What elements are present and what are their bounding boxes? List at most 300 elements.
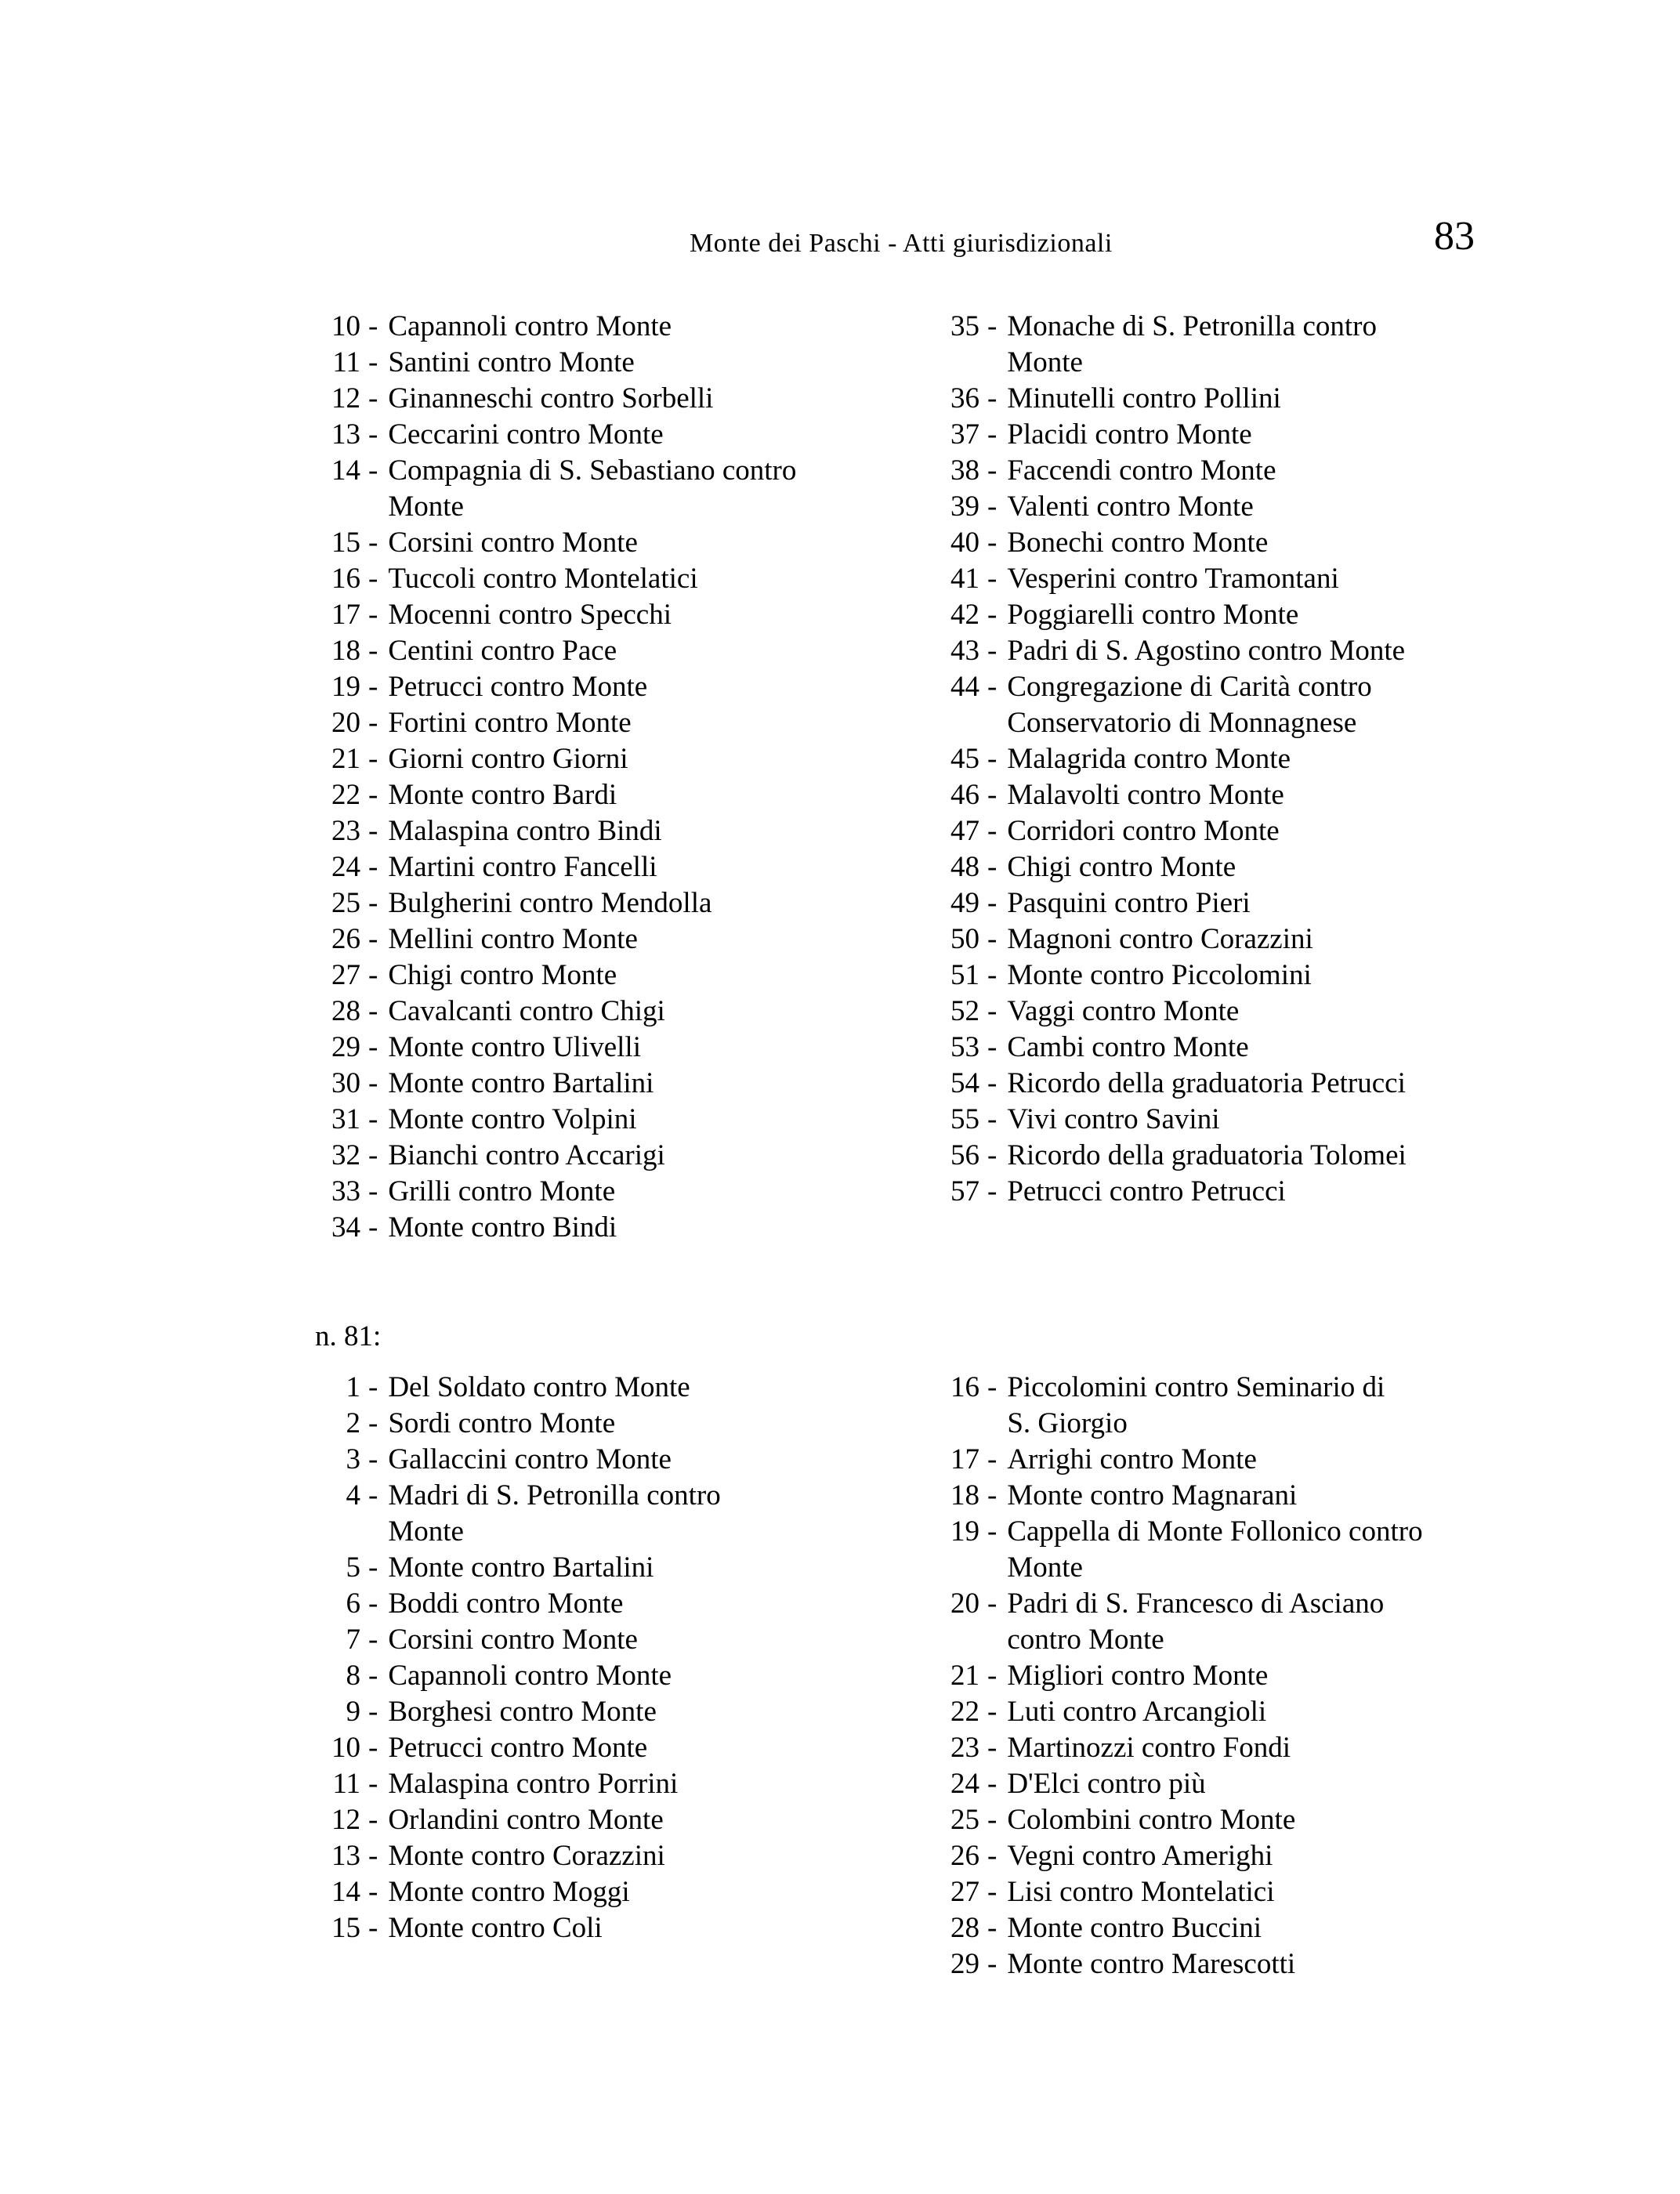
dash-separator: - [368,599,378,631]
case-list-item [318,921,914,958]
case-title: Tuccoli contro Montelatici [388,563,698,595]
case-list-item [937,1586,1642,1658]
dash-separator: - [987,995,998,1027]
case-list-item [318,849,914,885]
case-number: 51 [950,959,979,991]
case-title: Monache di S. Petronilla contro Monte [1007,310,1377,378]
case-title: Vivi contro Savini [1007,1103,1220,1135]
case-title: Grilli contro Monte [388,1175,616,1207]
case-title: Madri di S. Petronilla contro Monte [388,1479,721,1548]
case-title: Malaspina contro Porrini [388,1768,679,1800]
case-title: Lisi contro Montelatici [1007,1876,1275,1908]
case-title: Colombini contro Monte [1007,1804,1296,1836]
case-number: 28 [331,995,360,1027]
case-number: 28 [950,1912,979,1944]
case-title: Monte contro Bindi [388,1211,617,1244]
dash-separator: - [368,1371,378,1403]
dash-separator: - [368,1696,378,1728]
case-number: 14 [331,1876,360,1908]
dash-separator: - [368,707,378,739]
case-list-item [318,1694,914,1730]
case-list-item [937,1910,1642,1946]
case-number: 37 [950,418,979,451]
dash-separator: - [987,527,998,559]
case-list-item [937,921,1627,958]
case-list-item [318,1030,914,1066]
case-number: 18 [950,1479,979,1512]
case-number: 10 [331,1732,360,1764]
case-number: 25 [331,887,360,919]
case-title: Arrighi contro Monte [1007,1443,1257,1475]
case-list-item [937,1658,1642,1694]
case-title: Corridori contro Monte [1007,815,1280,847]
dash-separator: - [368,1660,378,1692]
case-list-item [937,309,1627,381]
case-title: Cappella di Monte Follonico contro Monte [1007,1515,1423,1584]
dash-separator: - [368,743,378,775]
case-number: 31 [331,1103,360,1135]
case-title: Piccolomini contro Seminario di S. Giorgio [1007,1371,1385,1439]
dash-separator: - [987,1067,998,1099]
case-list-item [937,525,1627,561]
case-title: Corsini contro Monte [388,527,638,559]
case-number: 3 [346,1443,360,1475]
case-list-item [318,1730,914,1766]
case-number: 19 [331,671,360,703]
case-title: Padri di S. Francesco di Asciano contro Monte [1007,1588,1385,1656]
dash-separator: - [368,1443,378,1475]
case-number: 12 [331,1804,360,1836]
case-title: Malaspina contro Bindi [388,815,662,847]
dash-separator: - [987,1479,998,1512]
dash-separator: - [368,527,378,559]
case-title: Bulgherini contro Mendolla [388,887,712,919]
case-number: 6 [346,1588,360,1620]
dash-separator: - [368,923,378,955]
case-title: Malagrida contro Monte [1007,743,1291,775]
case-title: Sordi contro Monte [388,1407,616,1439]
dash-separator: - [368,1479,378,1512]
case-list-item [318,345,914,381]
case-list-item [318,1766,914,1802]
case-list-item [318,561,914,597]
case-number: 1 [346,1371,360,1403]
case-number: 29 [950,1948,979,1980]
dash-separator: - [987,1696,998,1728]
page-header-title: Monte dei Paschi - Atti giurisdizionali [690,229,1113,258]
case-number: 39 [950,491,979,523]
section2-right-column [937,1370,1642,1982]
case-title: Bianchi contro Accarigi [388,1139,665,1171]
case-number: 26 [331,923,360,955]
dash-separator: - [987,1948,998,1980]
case-list-item [937,1138,1627,1174]
case-title: Cavalcanti contro Chigi [388,995,665,1027]
case-number: 41 [950,563,979,595]
dash-separator: - [987,635,998,667]
case-title: Monte contro Bardi [388,779,617,811]
case-title: Vaggi contro Monte [1007,995,1240,1027]
case-number: 25 [950,1804,979,1836]
case-title: Monte contro Volpini [388,1103,637,1135]
case-list-item [318,453,914,525]
case-number: 36 [950,382,979,415]
case-list-item [937,1370,1642,1442]
dash-separator: - [987,1876,998,1908]
dash-separator: - [987,1031,998,1063]
case-list-item [318,885,914,921]
case-title: Martinozzi contro Fondi [1007,1732,1291,1764]
case-title: Malavolti contro Monte [1007,779,1284,811]
case-title: Ricordo della graduatoria Tolomei [1007,1139,1407,1171]
case-number: 17 [950,1443,979,1475]
dash-separator: - [368,382,378,415]
case-title: Magnoni contro Corazzini [1007,923,1313,955]
case-number: 45 [950,743,979,775]
dash-separator: - [987,1443,998,1475]
case-number: 44 [950,671,979,703]
dash-separator: - [368,1912,378,1944]
dash-separator: - [987,491,998,523]
dash-separator: - [368,959,378,991]
case-list-item [937,1030,1627,1066]
case-number: 52 [950,995,979,1027]
case-list-item [318,1586,914,1622]
dash-separator: - [368,779,378,811]
case-title: Monte contro Corazzini [388,1840,665,1872]
case-title: Monte contro Bartalini [388,1551,654,1584]
dash-separator: - [368,1407,378,1439]
dash-separator: - [368,671,378,703]
case-number: 16 [950,1371,979,1403]
case-title: Padri di S. Agostino contro Monte [1007,635,1406,667]
case-list-item [318,1174,914,1210]
dash-separator: - [987,923,998,955]
case-number: 10 [331,310,360,342]
case-list-item [937,1874,1642,1910]
case-title: Luti contro Arcangioli [1007,1696,1267,1728]
case-number: 23 [950,1732,979,1764]
case-title: Monte contro Buccini [1007,1912,1262,1944]
case-title: Monte contro Magnarani [1007,1479,1298,1512]
case-title: Giorni contro Giorni [388,743,628,775]
case-list-item [937,1174,1627,1210]
case-number: 22 [331,779,360,811]
case-list-item [937,633,1627,669]
case-title: Monte contro Ulivelli [388,1031,641,1063]
case-title: Vesperini contro Tramontani [1007,563,1339,595]
case-title: Congregazione di Carità contro Conservatorio di Monnagnese [1007,671,1372,739]
case-number: 4 [346,1479,360,1512]
dash-separator: - [987,418,998,451]
case-title: Faccendi contro Monte [1007,454,1276,487]
case-list-item [318,1802,914,1838]
case-number: 56 [950,1139,979,1171]
case-title: Petrucci contro Monte [388,671,648,703]
dash-separator: - [368,995,378,1027]
dash-separator: - [368,418,378,451]
dash-separator: - [987,1139,998,1171]
case-list-item [318,1622,914,1658]
case-title: Ceccarini contro Monte [388,418,664,451]
dash-separator: - [368,1103,378,1135]
case-number: 7 [346,1624,360,1656]
case-title: Capannoli contro Monte [388,310,672,342]
case-title: Del Soldato contro Monte [388,1371,690,1403]
case-number: 16 [331,563,360,595]
case-list-item [937,453,1627,489]
case-title: Petrucci contro Monte [388,1732,648,1764]
case-title: Gallaccini contro Monte [388,1443,672,1475]
section1-left-column [318,309,914,1246]
case-title: Mocenni contro Specchi [388,599,672,631]
dash-separator: - [987,563,998,595]
case-number: 20 [950,1588,979,1620]
case-title: Capannoli contro Monte [388,1660,672,1692]
case-number: 21 [950,1660,979,1692]
case-number: 29 [331,1031,360,1063]
case-title: Vegni contro Amerighi [1007,1840,1273,1872]
case-list-item [318,417,914,453]
case-number: 40 [950,527,979,559]
dash-separator: - [368,851,378,883]
case-number: 32 [331,1139,360,1171]
case-list-item [937,849,1627,885]
case-list-item [318,669,914,705]
case-number: 18 [331,635,360,667]
case-list-item [937,669,1627,741]
case-list-item [318,777,914,813]
dash-separator: - [987,779,998,811]
dash-separator: - [368,1588,378,1620]
case-list-item [318,1910,914,1946]
case-title: Chigi contro Monte [388,959,617,991]
case-title: Bonechi contro Monte [1007,527,1269,559]
case-list-item [937,1478,1642,1514]
dash-separator: - [368,346,378,378]
case-list-item [318,705,914,741]
dash-separator: - [368,1732,378,1764]
case-number: 11 [332,1768,360,1800]
dash-separator: - [987,599,998,631]
case-title: Fortini contro Monte [388,707,632,739]
case-list-item [318,1370,914,1406]
case-number: 50 [950,923,979,955]
case-list-item [937,1730,1642,1766]
case-number: 12 [331,382,360,415]
dash-separator: - [987,1588,998,1620]
case-number: 24 [950,1768,979,1800]
dash-separator: - [987,1371,998,1403]
case-number: 20 [331,707,360,739]
case-list-item [937,1514,1642,1586]
case-number: 19 [950,1515,979,1548]
case-list-item [318,1442,914,1478]
dash-separator: - [987,1804,998,1836]
dash-separator: - [987,1103,998,1135]
case-title: Orlandini contro Monte [388,1804,664,1836]
case-number: 13 [331,418,360,451]
case-list-item [937,1442,1642,1478]
case-list-item [937,597,1627,633]
case-title: Monte contro Bartalini [388,1067,654,1099]
case-number: 48 [950,851,979,883]
dash-separator: - [987,1660,998,1692]
dash-separator: - [987,382,998,415]
dash-separator: - [987,1840,998,1872]
dash-separator: - [987,1732,998,1764]
case-number: 22 [950,1696,979,1728]
dash-separator: - [368,1624,378,1656]
case-number: 46 [950,779,979,811]
case-title: Poggiarelli contro Monte [1007,599,1299,631]
case-number: 15 [331,527,360,559]
case-number: 5 [346,1551,360,1584]
page-number: 83 [1434,214,1475,259]
case-number: 23 [331,815,360,847]
case-number: 13 [331,1840,360,1872]
case-number: 49 [950,887,979,919]
case-list-item [318,994,914,1030]
section2-heading: n. 81: [315,1320,382,1352]
case-title: Valenti contro Monte [1007,491,1254,523]
dash-separator: - [368,1031,378,1063]
case-number: 55 [950,1103,979,1135]
dash-separator: - [987,1175,998,1207]
case-number: 33 [331,1175,360,1207]
dash-separator: - [368,1551,378,1584]
case-title: Corsini contro Monte [388,1624,638,1656]
dash-separator: - [368,815,378,847]
case-list-item [318,597,914,633]
dash-separator: - [368,635,378,667]
case-list-item [318,1138,914,1174]
case-number: 54 [950,1067,979,1099]
case-number: 21 [331,743,360,775]
case-list-item [937,813,1627,849]
dash-separator: - [368,563,378,595]
case-list-item [937,1694,1642,1730]
case-list-item [937,417,1627,453]
dash-separator: - [368,1067,378,1099]
case-list-item [937,741,1627,777]
dash-separator: - [368,887,378,919]
case-number: 2 [346,1407,360,1439]
case-list-item [937,1838,1642,1874]
case-list-item [318,741,914,777]
case-list-item [318,1406,914,1442]
case-list-item [937,561,1627,597]
case-title: Martini contro Fancelli [388,851,657,883]
case-title: Borghesi contro Monte [388,1696,657,1728]
case-title: Monte contro Coli [388,1912,603,1944]
dash-separator: - [987,959,998,991]
case-title: Santini contro Monte [388,346,635,378]
case-number: 15 [331,1912,360,1944]
case-list-item [937,994,1627,1030]
case-title: Boddi contro Monte [388,1588,624,1620]
case-number: 53 [950,1031,979,1063]
case-number: 42 [950,599,979,631]
case-list-item [318,813,914,849]
dash-separator: - [987,851,998,883]
case-number: 30 [331,1067,360,1099]
case-number: 8 [346,1660,360,1692]
dash-separator: - [368,1804,378,1836]
case-list-item [937,777,1627,813]
dash-separator: - [987,815,998,847]
dash-separator: - [987,1515,998,1548]
case-list-item [937,885,1627,921]
dash-separator: - [987,454,998,487]
case-list-item [318,1838,914,1874]
dash-separator: - [368,1175,378,1207]
dash-separator: - [987,887,998,919]
case-title: Petrucci contro Petrucci [1007,1175,1286,1207]
case-number: 57 [950,1175,979,1207]
case-list-item [318,309,914,345]
case-list-item [937,958,1627,994]
case-list-item [318,1066,914,1102]
case-list-item [318,1874,914,1910]
case-list-item [318,525,914,561]
case-list-item [318,381,914,417]
dash-separator: - [368,1211,378,1244]
case-list-item [318,633,914,669]
dash-separator: - [987,1768,998,1800]
dash-separator: - [368,310,378,342]
case-list-item [937,489,1627,525]
case-list-item [937,1946,1642,1982]
dash-separator: - [987,671,998,703]
case-number: 24 [331,851,360,883]
case-list-item [937,1766,1642,1802]
case-list-item [318,1102,914,1138]
case-number: 38 [950,454,979,487]
case-title: Monte contro Piccolomini [1007,959,1312,991]
case-title: D'Elci contro più [1007,1768,1206,1800]
case-title: Cambi contro Monte [1007,1031,1249,1063]
case-number: 27 [950,1876,979,1908]
case-list-item [318,1550,914,1586]
dash-separator: - [987,743,998,775]
case-list-item [318,1658,914,1694]
case-title: Migliori contro Monte [1007,1660,1269,1692]
dash-separator: - [368,1139,378,1171]
dash-separator: - [987,310,998,342]
case-title: Centini contro Pace [388,635,617,667]
case-title: Mellini contro Monte [388,923,638,955]
dash-separator: - [368,1840,378,1872]
case-number: 43 [950,635,979,667]
case-title: Ginanneschi contro Sorbelli [388,382,714,415]
case-list-item [937,1066,1627,1102]
case-title: Compagnia di S. Sebastiano contro Monte [388,454,797,523]
dash-separator: - [368,1876,378,1908]
dash-separator: - [368,454,378,487]
case-number: 17 [331,599,360,631]
case-number: 26 [950,1840,979,1872]
case-number: 34 [331,1211,360,1244]
case-list-item [937,1802,1642,1838]
case-list-item [937,381,1627,417]
section2-left-column [318,1370,914,1946]
case-number: 47 [950,815,979,847]
case-list-item [937,1102,1627,1138]
dash-separator: - [987,1912,998,1944]
case-title: Chigi contro Monte [1007,851,1236,883]
dash-separator: - [368,1768,378,1800]
